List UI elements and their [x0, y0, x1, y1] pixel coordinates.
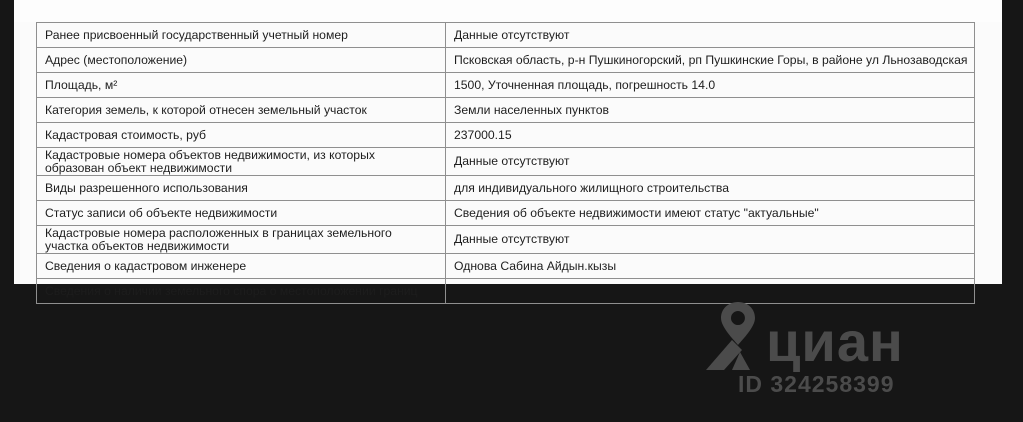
- row-label: Кадастровые номера расположенных в границах земельного участка объектов недвижимости: [37, 226, 446, 254]
- table-row: [37, 73, 975, 98]
- table-row: [37, 148, 975, 176]
- document-scan: [14, 0, 1002, 298]
- document-top-margin: [14, 0, 1002, 22]
- property-info-table: [36, 22, 975, 304]
- cian-wordmark: циан: [766, 310, 904, 373]
- table-row: [37, 123, 975, 148]
- table-row: [37, 48, 975, 73]
- row-label: Виды разрешенного использования: [37, 176, 446, 201]
- table-row: [37, 254, 975, 279]
- row-value: Псковская область, р-н Пушкиногорский, рп Пушкинские Горы, в районе ул Льнозаводская: [446, 48, 975, 73]
- row-label: Категория земель, к которой отнесен земельный участок: [37, 98, 446, 123]
- row-value: 1500, Уточненная площадь, погрешность 14.0: [446, 73, 975, 98]
- row-label: Сведения о наличии земельного спора о местоположении границ: [37, 279, 446, 304]
- row-label: Адрес (местоположение): [37, 48, 446, 73]
- row-value: Данные отсутствуют: [446, 226, 975, 254]
- row-label: Кадастровые номера объектов недвижимости, из которых образован объект недвижимости: [37, 148, 446, 176]
- row-value: для индивидуального жилищного строительства: [446, 176, 975, 201]
- cian-logo-icon: [702, 300, 762, 372]
- table-row: [37, 226, 975, 254]
- row-label: Ранее присвоенный государственный учетный номер: [37, 23, 446, 48]
- row-value: Сведения об объекте недвижимости имеют статус "актуальные": [446, 201, 975, 226]
- row-value: Однова Сабина Айдын.кызы: [446, 254, 975, 279]
- row-label: Кадастровая стоимость, руб: [37, 123, 446, 148]
- table-row: [37, 98, 975, 123]
- row-value: Данные отсутствуют: [446, 148, 975, 176]
- row-value: 237000.15: [446, 123, 975, 148]
- row-value: Данные отсутствуют: [446, 23, 975, 48]
- row-label: Сведения о кадастровом инженере: [37, 254, 446, 279]
- table-row: [37, 201, 975, 226]
- table-row: [37, 176, 975, 201]
- row-label: Площадь, м²: [37, 73, 446, 98]
- table-row: [37, 23, 975, 48]
- listing-id: ID 324258399: [738, 371, 895, 397]
- row-value: Земли населенных пунктов: [446, 98, 975, 123]
- table-row: [37, 279, 975, 304]
- row-label: Статус записи об объекте недвижимости: [37, 201, 446, 226]
